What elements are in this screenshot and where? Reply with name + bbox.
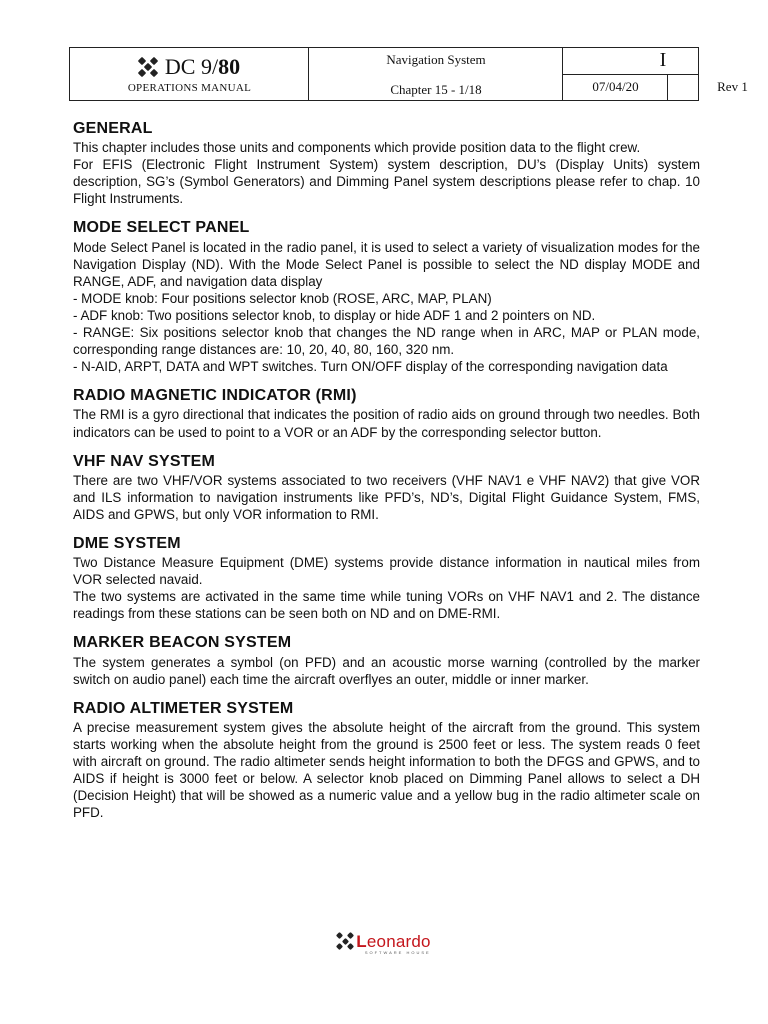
four-dot-x-logo-icon: [139, 58, 157, 76]
section-heading: MARKER BEACON SYSTEM: [73, 634, 292, 652]
paragraph: Two Distance Measure Equipment (DME) systems provide distance information in nautical miles from VOR selected navaid.: [73, 555, 700, 588]
paragraph: A precise measurement system gives the absolute height of the aircraft from the ground. This system starts working when the absolute height from the ground is 2500 feet or less. The system reads 0 feet with aircraft on ground. The radio altimeter sends height information to both the DFGS and GPWS, and to AIDS if height is 3000 feet or below. A selector knob placed on Dimming Panel allows to select a DH (Decision Height) that will be showed as a numeric value and a yellow bug in the radio altimeter scale on PFD.: [73, 719, 700, 821]
section-heading: RADIO ALTIMETER SYSTEM: [73, 699, 294, 717]
section-general: [73, 120, 700, 207]
brand-name: Leonardo: [356, 932, 431, 951]
paragraph: This chapter includes those units and components which provide position data to the flight crew.: [73, 140, 641, 156]
document-header: [69, 47, 748, 101]
list-item: - N-AID, ARPT, DATA and WPT switches. Turn ON/OFF display of the corresponding navigation data: [73, 359, 668, 375]
list-item: - ADF knob: Two positions selector knob, to display or hide ADF 1 and 2 pointers on ND.: [73, 307, 596, 323]
header-title-cell: [70, 48, 309, 100]
part-cell: [563, 48, 698, 75]
section-heading: VHF NAV SYSTEM: [73, 452, 216, 470]
brand-tagline: SOFTWARE HOUSE: [364, 950, 431, 955]
section-heading: RADIO MAGNETIC INDICATOR (RMI): [73, 387, 357, 405]
manual-name: OPERATIONS MANUAL: [127, 82, 252, 94]
revision-number: Rev 1: [717, 79, 748, 94]
section-name: Navigation System: [386, 52, 486, 67]
four-dot-x-logo-icon: [337, 933, 353, 949]
paragraph: There are two VHF/VOR systems associated to two receivers (VHF NAV1 e VHF NAV2) that give VOR and ILS information to navigation instruments like PFD’s, ND’s, Digital Flight Guidance System, FMS, AIDS and GPWS, but only VOR information to RMI.: [73, 472, 700, 522]
chapter-page: Chapter 15 - 1/18: [390, 82, 482, 97]
revision-date: 07/04/20: [592, 79, 639, 94]
model-prefix: DC 9/: [164, 54, 219, 79]
section-rmi: [73, 387, 700, 440]
section-heading: GENERAL: [73, 120, 153, 137]
leonardo-logo: [337, 932, 430, 955]
date-cell: [563, 75, 668, 100]
section-vhf-nav: [73, 453, 700, 523]
page-footer: [0, 932, 768, 959]
section-dme: [73, 535, 700, 622]
document-body: [73, 120, 700, 833]
list-item: - RANGE: Six positions selector knob that changes the ND range when in ARC, MAP or PLAN mode, corresponding range distances are: 10, 20, 40, 80, 160, 320 nm.: [73, 325, 700, 358]
rev-cell: [668, 75, 748, 100]
section-marker-beacon: [73, 634, 700, 687]
section-mode-select-panel: [73, 219, 700, 375]
list-item: - MODE knob: Four positions selector knob (ROSE, ARC, MAP, PLAN): [73, 290, 492, 306]
part-number: I: [659, 49, 667, 71]
model-suffix: 80: [218, 54, 241, 79]
paragraph: For EFIS (Electronic Flight Instrument System) system description, DU’s (Display Units) system description, SG’s (Symbol Generators) and Dimming Panel system descriptions please refer to chap. 10 Flight Instruments.: [73, 157, 700, 207]
header-chapter-cell: [309, 48, 563, 100]
paragraph: The system generates a symbol (on PFD) and an acoustic morse warning (controlled by the marker switch on audio panel) each time the aircraft overflyes an outer, middle or inner marker.: [73, 654, 700, 687]
paragraph: Mode Select Panel is located in the radio panel, it is used to select a variety of visualization modes for the Navigation Display (ND). With the Mode Select Panel is possible to select the ND display MODE and RANGE, ADF, and navigation data display: [73, 239, 700, 289]
aircraft-model: [70, 54, 309, 80]
section-heading: MODE SELECT PANEL: [73, 219, 250, 237]
paragraph: The RMI is a gyro directional that indicates the position of radio aids on ground through two needles. Both indicators can be used to point to a VOR or an ADF by the corresponding selector button.: [73, 407, 700, 440]
header-revision-cell: [563, 48, 748, 100]
section-radio-altimeter: [73, 700, 700, 822]
paragraph: The two systems are activated in the same time while tuning VORs on VHF NAV1 and 2. The distance readings from these stations can be seen both on ND and on DME-RMI.: [73, 589, 700, 622]
section-heading: DME SYSTEM: [73, 534, 181, 552]
